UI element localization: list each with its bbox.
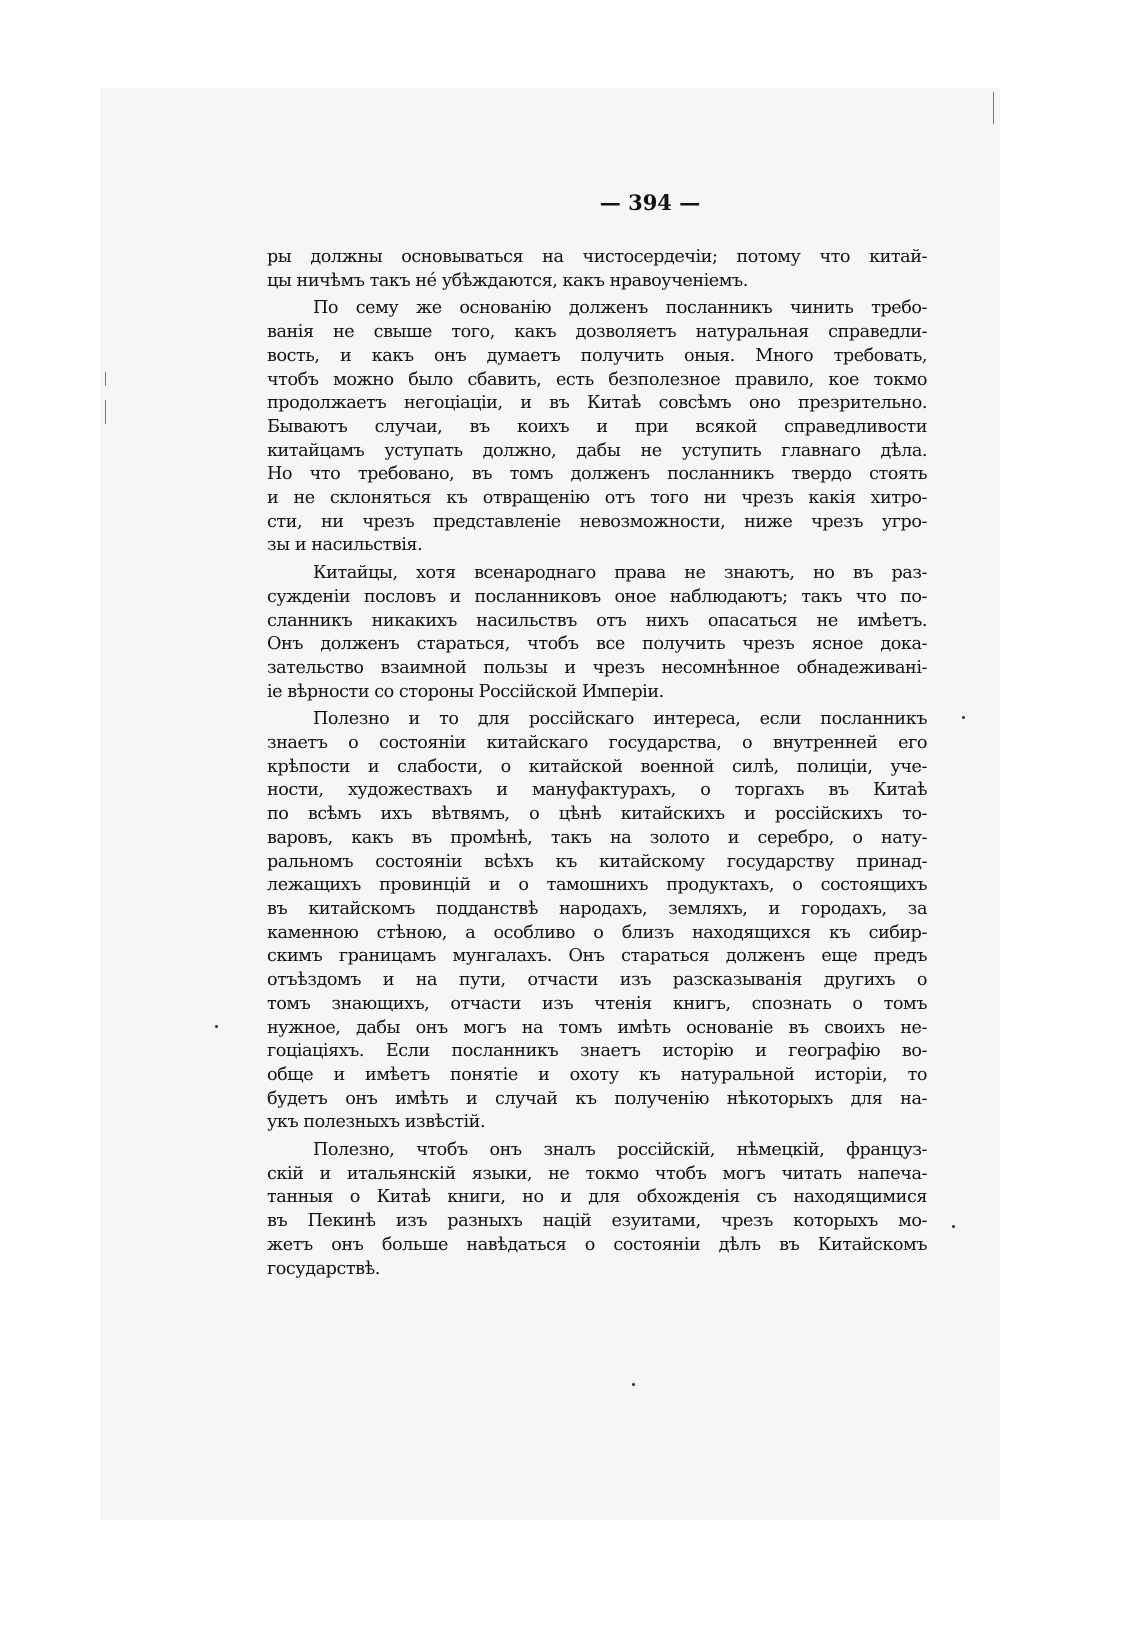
ink-speck	[952, 1225, 955, 1228]
text-line: Китайцы, хотя всенароднаго права не знаютъ, но въ раз-	[313, 563, 927, 584]
margin-mark	[993, 92, 994, 124]
text-line: будетъ онъ имѣть и случай къ полученію нѣкоторыхъ для на-	[267, 1088, 927, 1109]
text-line: Бываютъ случаи, въ коихъ и при всякой справедливости	[267, 416, 927, 437]
text-line: ральномъ состояніи всѣхъ къ китайскому государству принад-	[267, 851, 927, 872]
text-line: китайцамъ уступать должно, дабы не уступить главнаго дѣла.	[267, 440, 927, 461]
text-line: по всѣмъ ихъ вѣтвямъ, о цѣнѣ китайскихъ и россійскихъ то-	[267, 804, 927, 825]
text-line: Онъ долженъ стараться, чтобъ все получить чрезъ ясное дока-	[267, 634, 927, 655]
ink-speck	[215, 1025, 218, 1028]
text-line: зы и насильствія.	[267, 535, 423, 556]
text-line: сти, ни чрезъ представленіе невозможности, ниже чрезъ угро-	[267, 511, 927, 532]
text-line: жетъ онъ больше навѣдаться о состояніи дѣлъ въ Китайскомъ	[267, 1234, 927, 1255]
paragraph	[267, 708, 927, 1135]
text-line: Полезно, чтобъ онъ зналъ россійскій, нѣмецкій, француз-	[313, 1140, 927, 1161]
paragraph	[267, 246, 927, 293]
text-line: цы ничѣмъ такъ нé убѣждаются, какъ нравоученіемъ.	[267, 270, 748, 291]
text-line: каменною стѣною, а особливо о близъ находящихся къ сибир-	[267, 922, 927, 943]
text-line: зательство взаимной пользы и чрезъ несомнѣнное обнадеживанi-	[267, 657, 927, 678]
margin-mark	[105, 400, 106, 424]
text-line: Но что требовано, въ томъ долженъ посланникъ твердо стоять	[267, 464, 927, 485]
text-line: сужденіи пословъ и посланниковъ оное наблюдаютъ; такъ что по-	[267, 586, 927, 607]
text-line: ности, художествахъ и мануфактурахъ, о торгахъ въ Китаѣ	[267, 780, 927, 801]
text-line: Полезно и то для россійскаго интереса, если посланникъ	[313, 709, 927, 730]
text-line: скій и итальянскій языки, не токмо чтобъ могъ читать напеча-	[267, 1163, 927, 1184]
text-line: крѣпости и слабости, о китайской военной силѣ, полиціи, уче-	[267, 756, 927, 777]
ink-speck	[962, 716, 965, 719]
text-line: обще и имѣетъ понятіе и охоту къ натуральной исторіи, то	[267, 1064, 927, 1085]
text-line: и не склоняться къ отвращенію отъ того ни чрезъ какія хитро-	[267, 488, 927, 509]
paragraph	[267, 297, 927, 558]
text-line: ры должны основываться на чистосердечіи; потому что китай-	[267, 247, 927, 267]
body-text	[267, 246, 927, 1281]
text-line: варовъ, какъ въ промѣнѣ, такъ на золото и серебро, о нату-	[267, 827, 927, 848]
text-line: ванія не свыше того, какъ дозволяетъ натуральная справедли-	[267, 322, 927, 343]
text-line: продолжаетъ негоціаціи, и въ Китаѣ совсѣмъ оно презрительно.	[267, 393, 927, 414]
text-line: сланникъ никакихъ насильствъ отъ нихъ опасаться не имѣетъ.	[267, 610, 927, 631]
ink-speck	[632, 1383, 635, 1386]
paragraph	[267, 562, 927, 704]
text-line: отъѣздомъ и на пути, отчасти изъ разсказыванія другихъ о	[267, 970, 927, 991]
text-line: въ китайскомъ подданствѣ народахъ, земляхъ, и городахъ, за	[267, 898, 927, 919]
text-line: въ Пекинѣ изъ разныхъ націй езуитами, чрезъ которыхъ мо-	[267, 1211, 927, 1232]
text-line: По сему же основанію долженъ посланникъ чинить требо-	[313, 298, 927, 319]
text-line: томъ знающихъ, отчасти изъ чтенія книгъ, спознать о томъ	[267, 993, 927, 1014]
text-line: вость, и какъ онъ думаетъ получить оныя. Много требовать,	[267, 345, 927, 366]
text-line: государствѣ.	[267, 1258, 380, 1279]
margin-mark	[105, 372, 106, 386]
page-number: — 394 —	[599, 190, 701, 215]
text-line: знаетъ о состояніи китайскаго государства, о внутренней его	[267, 733, 927, 754]
text-line: гоціаціяхъ. Если посланникъ знаетъ исторію и географію во-	[267, 1041, 927, 1062]
paragraph	[267, 1139, 927, 1281]
text-line: чтобъ можно было сбавить, есть безполезное правило, кое токмо	[267, 369, 927, 390]
text-line: лежащихъ провинцій и о тамошнихъ продуктахъ, о состоящихъ	[267, 875, 927, 896]
text-line: іе вѣрности со стороны Россійской Имперіи.	[267, 681, 664, 702]
text-line: укъ полезныхъ извѣстій.	[267, 1112, 486, 1133]
text-line: скимъ границамъ мунгалахъ. Онъ стараться долженъ еще предъ	[267, 946, 927, 967]
text-line: нужное, дабы онъ могъ на томъ имѣть основаніе въ своихъ не-	[267, 1017, 927, 1038]
text-line: танныя о Китаѣ книги, но и для обхожденія съ находящимися	[267, 1187, 927, 1208]
